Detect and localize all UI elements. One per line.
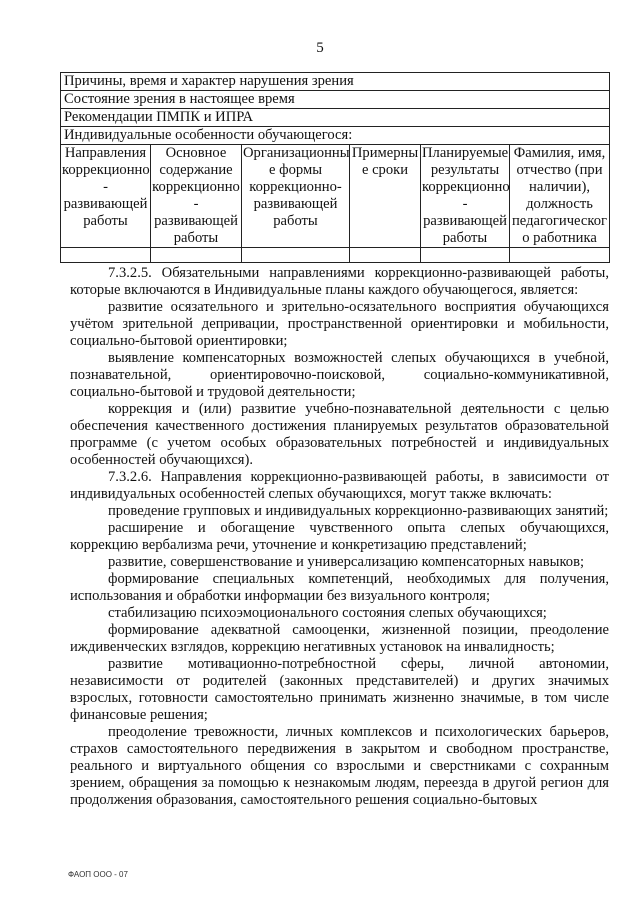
paragraph: расширение и обогащение чувственного опыта слепых обучающихся, коррекцию вербализма речи, уточнение и конкретизацию представлений;	[70, 520, 609, 553]
empty-cell	[151, 248, 242, 263]
paragraph: развитие осязательного и зрительно-осязательного восприятия обучающихся учётом зрительной депривации, пространственной ориентировки и мобильности, социально-бытовой ориентировки;	[70, 299, 609, 349]
column-header	[421, 145, 510, 248]
table-empty-row	[61, 248, 610, 263]
paragraph: коррекция и (или) развитие учебно-познавательной деятельности с целью обеспечения качественного достижения планируемых результатов образовательной программе (с учетом особых образовательных потребностей и индивидуальных особенностей обучающихся).	[70, 401, 609, 468]
paragraph: формирование адекватной самооценки, жизненной позиции, преодоление иждивенческих взглядов, коррекцию негативных установок на инвалидность;	[70, 622, 609, 655]
row-vision-state: Состояние зрения в настоящее время	[61, 91, 610, 109]
empty-cell	[421, 248, 510, 263]
paragraph: преодоление тревожности, личных комплексов и психологических барьеров, страхов самостоятельного передвижения в закрытом и свободном пространстве, реального и виртуального общения со взрослыми и сверстниками с сохранным зрением, обращения за помощью к незнакомым людям, переезда в другой регион для продолжения образования, самостоятельного решения социально-бытовых	[70, 724, 609, 808]
empty-cell	[242, 248, 350, 263]
column-header-text: Организационны е формы коррекционно- развивающей работы	[243, 145, 350, 229]
empty-cell	[61, 248, 151, 263]
paragraph: проведение групповых и индивидуальных коррекционно-развивающих занятий;	[108, 503, 609, 519]
paragraph: стабилизацию психоэмоционального состояния слепых обучающихся;	[108, 605, 547, 621]
column-header-text: Направления коррекционно - развивающей работы	[62, 145, 150, 229]
table-row	[61, 73, 610, 91]
footer-code: ФАОП ООО - 07	[68, 870, 128, 879]
column-header-text: Планируемые результаты коррекционно - развивающей работы	[422, 145, 510, 246]
column-header	[242, 145, 350, 248]
empty-cell	[350, 248, 421, 263]
column-header	[151, 145, 242, 248]
paragraph: 7.3.2.6. Направления коррекционно-развивающей работы, в зависимости от индивидуальных особенностей слепых обучающихся, могут также включать:	[70, 469, 609, 502]
paragraph: выявление компенсаторных возможностей слепых обучающихся в учебной, познавательной, ориентировочно-поисковой, социально-коммуникативной, социально-бытовой и трудовой деятельности;	[70, 350, 609, 400]
table-row	[61, 109, 610, 127]
column-header	[61, 145, 151, 248]
table-header-row	[61, 145, 610, 248]
table-row	[61, 127, 610, 145]
column-header-text: Основное содержание коррекционно - развивающей работы	[152, 145, 240, 246]
row-impairment-causes: Причины, время и характер нарушения зрения	[61, 73, 610, 91]
page-number: 5	[316, 40, 324, 56]
row-recommendations: Рекомендации ПМПК и ИПРА	[61, 109, 610, 127]
column-header-text: Фамилия, имя, отчество (при наличии), должность педагогическог о работника	[512, 145, 608, 246]
paragraph: развитие мотивационно-потребностной сферы, личной автономии, независимости от родителей (законных представителей) и других значимых взрослых, готовности самостоятельно принимать жизненно значимые, в том числе финансовые решения;	[70, 656, 609, 723]
column-header-text: Примерны е сроки	[351, 145, 419, 178]
document-body	[70, 265, 609, 809]
individual-plan-table	[60, 72, 610, 263]
paragraph: развитие, совершенствование и универсализацию компенсаторных навыков;	[108, 554, 585, 570]
table-row	[61, 91, 610, 109]
paragraph: 7.3.2.5. Обязательными направлениями коррекционно-развивающей работы, которые включаются в Индивидуальные планы каждого обучающегося, является:	[70, 265, 609, 298]
column-header	[350, 145, 421, 248]
column-header	[510, 145, 610, 248]
empty-cell	[510, 248, 610, 263]
row-individual-features: Индивидуальные особенности обучающегося:	[61, 127, 610, 145]
paragraph: формирование специальных компетенций, необходимых для получения, использования и обработки информации без визуального контроля;	[70, 571, 609, 604]
